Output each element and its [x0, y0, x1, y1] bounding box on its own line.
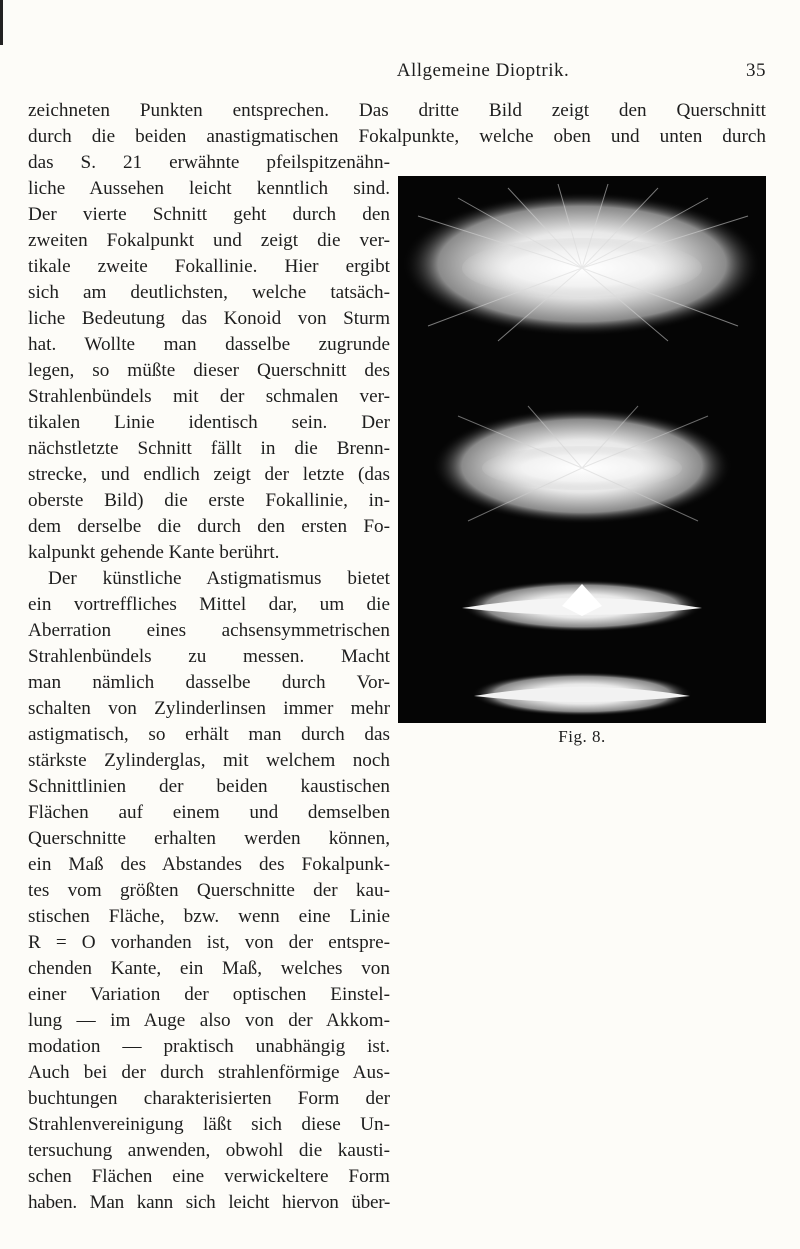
text-line: man nämlich dasselbe durch Vor-	[28, 672, 390, 693]
text-line: legen, so müßte dieser Querschnitt des	[28, 360, 390, 381]
running-title: Allgemeine Dioptrik.	[396, 60, 570, 81]
text-line: stischen Fläche, bzw. wenn eine Linie	[28, 906, 390, 927]
text-line: strecke, und endlich zeigt der letzte (das	[28, 464, 390, 485]
text-line: lung — im Auge also von der Akkom-	[28, 1010, 390, 1031]
text-line: zeichneten Punkten entsprechen. Das dritte Bild zeigt den Querschnitt	[28, 100, 766, 121]
figure-8-photograph	[398, 176, 766, 723]
section-arrowhead-2	[472, 672, 692, 716]
text-line: Strahlenvereinigung läßt sich diese Un-	[28, 1114, 390, 1135]
section-top-fan	[402, 184, 762, 341]
text-line: tes vom größten Querschnitte der kau-	[28, 880, 390, 901]
text-line: Strahlenbündels mit der schmalen ver-	[28, 386, 390, 407]
text-line: R = O vorhanden ist, von der entspre-	[28, 932, 390, 953]
text-line: Strahlenbündels zu messen. Macht	[28, 646, 390, 667]
text-line: zweiten Fokalpunkt und zeigt die ver-	[28, 230, 390, 251]
text-line: tikalen Linie identisch sein. Der	[28, 412, 390, 433]
text-line: chenden Kante, ein Maß, welches von	[28, 958, 390, 979]
text-line: tersuchung anwenden, obwohl die kausti-	[28, 1140, 390, 1161]
text-line: schen Flächen eine verwickeltere Form	[28, 1166, 390, 1187]
text-line: Der vierte Schnitt geht durch den	[28, 204, 390, 225]
text-line: liche Bedeutung das Konoid von Sturm	[28, 308, 390, 329]
text-line: buchtungen charakterisierten Form der	[28, 1088, 390, 1109]
text-line: kalpunkt gehende Kante berührt.	[28, 542, 280, 563]
text-line: Querschnitte erhalten werden können,	[28, 828, 390, 849]
text-line: tikale zweite Fokallinie. Hier ergibt	[28, 256, 390, 277]
text-line: ein vortreffliches Mittel dar, um die	[28, 594, 390, 615]
text-line: Flächen auf einem und demselben	[28, 802, 390, 823]
text-line: Schnittlinien der beiden kaustischen	[28, 776, 390, 797]
text-line: ein Maß des Abstandes des Fokalpunk-	[28, 854, 390, 875]
running-header	[200, 60, 766, 90]
text-line: haben. Man kann sich leicht hiervon über-	[28, 1192, 390, 1213]
text-line: dem derselbe die durch den ersten Fo-	[28, 516, 390, 537]
section-arrowhead-1	[462, 580, 702, 632]
text-line: hat. Wollte man dasselbe zugrunde	[28, 334, 390, 355]
text-line: Aberration eines achsensymmetrischen	[28, 620, 390, 641]
text-line: liche Aussehen leicht kenntlich sind.	[28, 178, 390, 199]
page-number: 35	[746, 60, 766, 81]
text-line: nächstletzte Schnitt fällt in die Brenn-	[28, 438, 390, 459]
page-edge-mark	[0, 0, 3, 45]
text-line: stärkste Zylinderglas, mit welchem noch	[28, 750, 390, 771]
text-line: einer Variation der optischen Einstel-	[28, 984, 390, 1005]
text-line: schalten von Zylinderlinsen immer mehr	[28, 698, 390, 719]
figure-caption: Fig. 8.	[558, 727, 606, 746]
section-second-fan	[432, 406, 732, 524]
text-line: astigmatisch, so erhält man durch das	[28, 724, 390, 745]
text-line: Auch bei der durch strahlenförmige Aus-	[28, 1062, 390, 1083]
text-line: sich am deutlichsten, welche tatsäch-	[28, 282, 390, 303]
text-line: das S. 21 erwähnte pfeilspitzenähn-	[28, 152, 390, 173]
caustic-cross-sections	[398, 176, 766, 723]
text-line: Der künstliche Astigmatismus bietet	[48, 568, 390, 589]
text-line: oberste Bild) die erste Fokallinie, in-	[28, 490, 390, 511]
text-line: durch die beiden anastigmatischen Fokalpunkte, welche oben und unten durch	[28, 126, 766, 147]
text-line: modation — praktisch unabhängig ist.	[28, 1036, 390, 1057]
